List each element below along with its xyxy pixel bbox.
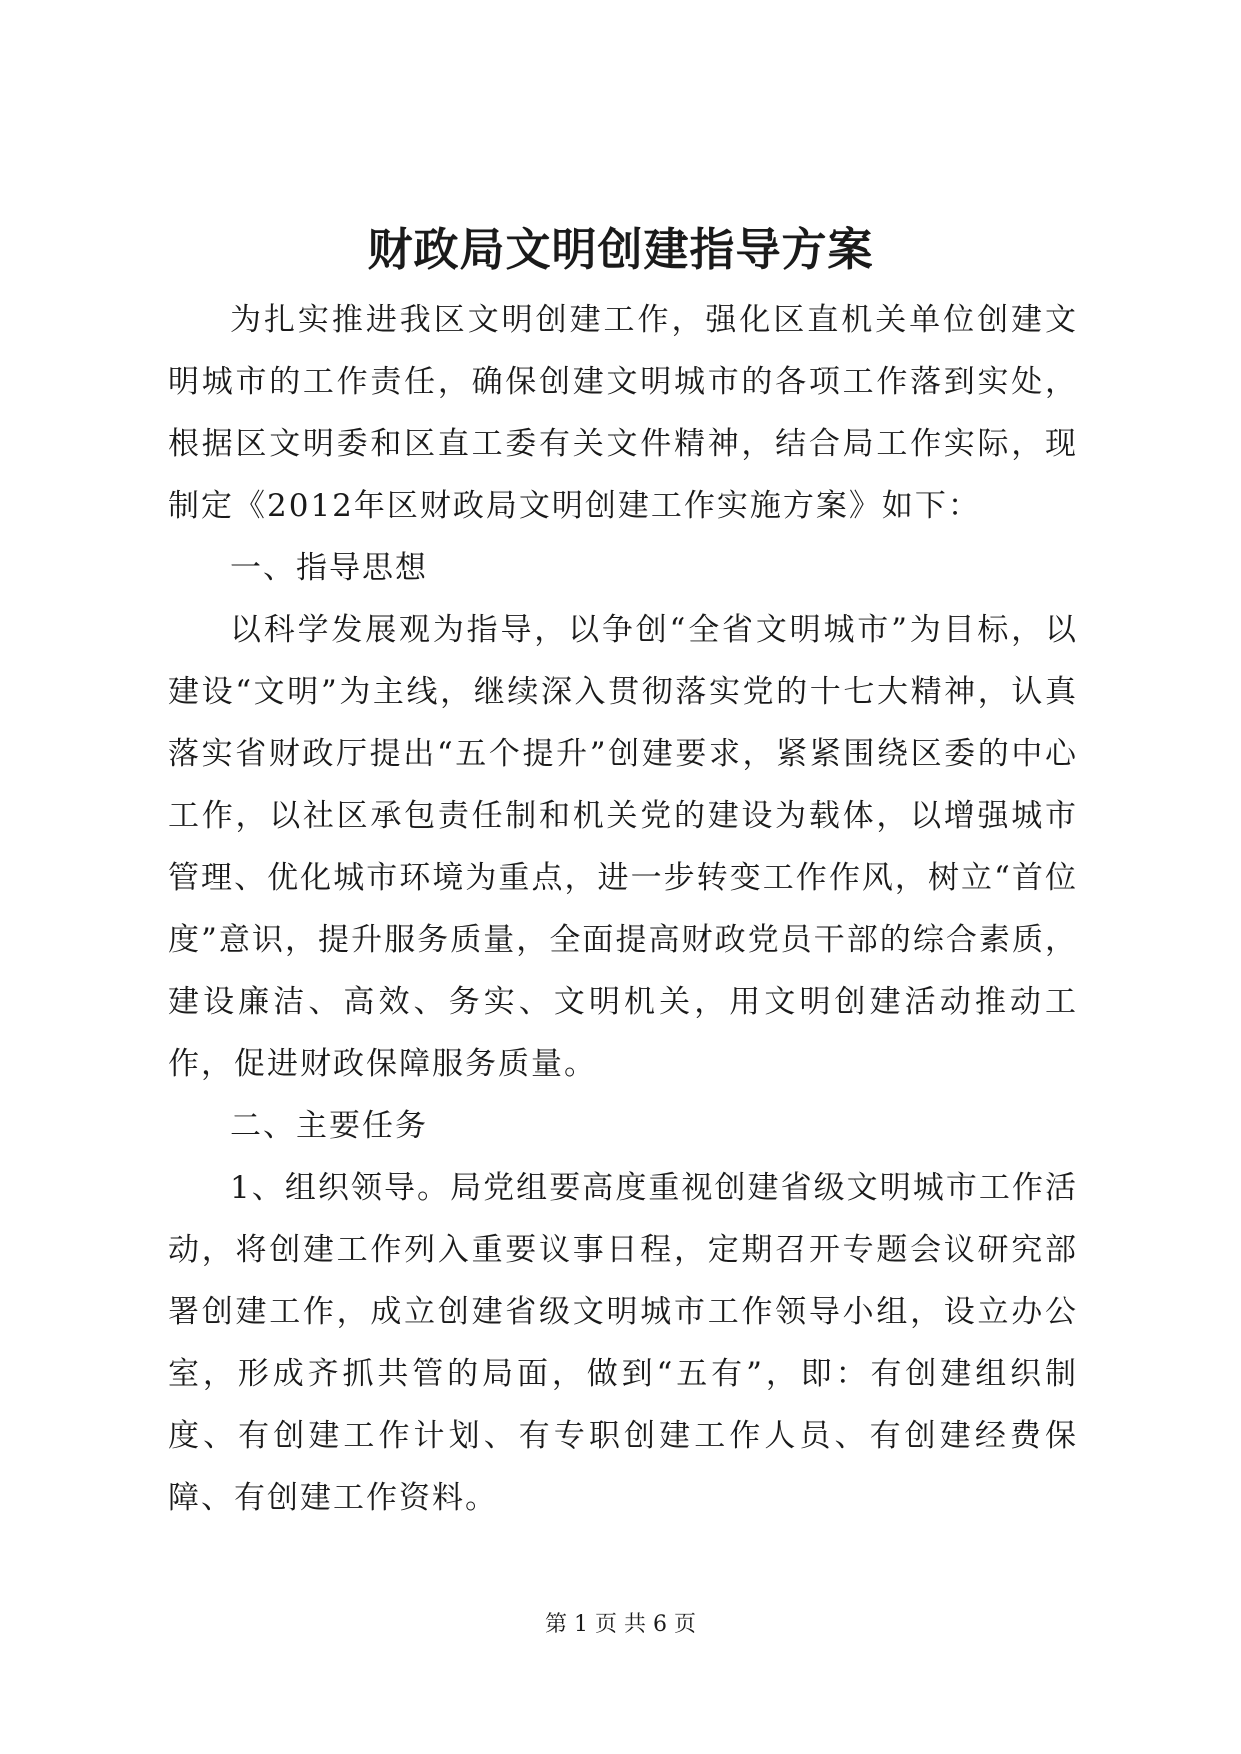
document-body [168, 289, 1078, 1529]
page-footer: 第 1 页 共 6 页 [545, 1612, 696, 1637]
paragraph-intro: 为扎实推进我区文明创建工作，强化区直机关单位创建文明城市的工作责任，确保创建文明城市的各项工作落到实处，根据区文明委和区直工委有关文件精神，结合局工作实际，现制定《2012年区财政局文明创建工作实施方案》如下： [168, 302, 1078, 524]
document-title: 财政局文明创建指导方案 [367, 223, 874, 276]
section-heading-main-tasks: 二、主要任务 [230, 1108, 428, 1144]
section-heading-guiding-ideology: 一、指导思想 [230, 550, 428, 586]
paragraph-organization-leadership: 1、组织领导。局党组要高度重视创建省级文明城市工作活动，将创建工作列入重要议事日程，定期召开专题会议研究部署创建工作，成立创建省级文明城市工作领导小组，设立办公室，形成齐抓共管的局面，做到“五有”，即：有创建组织制度、有创建工作计划、有专职创建工作人员、有创建经费保障、有创建工作资料。 [168, 1170, 1078, 1516]
paragraph-guiding-ideology: 以科学发展观为指导，以争创“全省文明城市”为目标，以建设“文明”为主线，继续深入贯彻落实党的十七大精神，认真落实省财政厅提出“五个提升”创建要求，紧紧围绕区委的中心工作，以社区承包责任制和机关党的建设为载体，以增强城市管理、优化城市环境为重点，进一步转变工作作风，树立“首位度”意识，提升服务质量，全面提高财政党员干部的综合素质，建设廉洁、高效、务实、文明机关，用文明创建活动推动工作，促进财政保障服务质量。 [168, 612, 1078, 1082]
